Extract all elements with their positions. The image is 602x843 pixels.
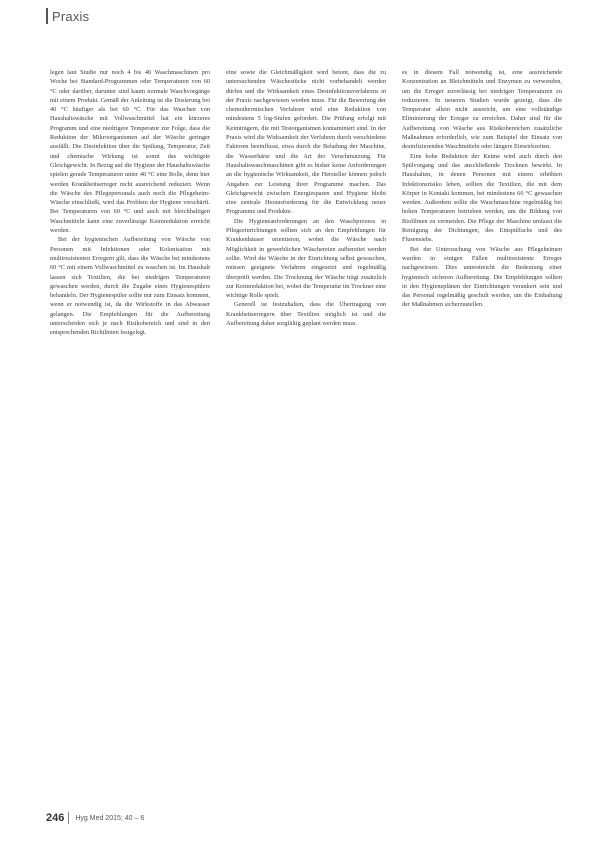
paragraph: Bei der hygienischen Aufbereitung von Wäsche von Personen mit Infektionen oder Kolonisation mit multiresistenten Erregern gilt, dass die Wäsche bei mindestens 60 °C mit einem Vollwaschmittel zu waschen ist. Im Haushalt lassen sich Textilien, die bei niedrigen Temperaturen gewaschen werden, durch die Zugabe eines Hygienespülers behandeln. Der Hygienespüler sollte nur zum Einsatz kommen, wenn er notwendig ist, da die Wirkstoffe in das Abwasser gelangen. Die Empfehlungen für die Aufbereitung unterscheiden sich je nach Risikobereich und sind in den entsprechenden Richtlinien festgelegt. bbox=[50, 236, 210, 337]
text-columns bbox=[50, 68, 562, 808]
journal-citation: Hyg Med 2015; 40 – 6 bbox=[75, 814, 145, 822]
paragraph: es in diesem Fall notwendig ist, eine ausreichende Konzentration an Bleichmitteln und Enzymen zu verwenden, um die Erreger zuverlässig bei niedrigen Temperaturen zu reduzieren. In neueren Studien wurde gezeigt, dass die Temperatur allein nicht ausreicht, um eine vollständige Eliminierung der Erreger zu erreichen. Daher sind für die Aufbereitung von Wäsche aus Risikobereichen zusätzliche Maßnahmen erforderlich, wie zum Beispiel der Einsatz von desinfizierenden Waschmitteln oder längere Einwirkzeiten. bbox=[402, 69, 562, 151]
paragraph: legen laut Studie nur noch 4 bis 40 Waschmaschinen pro Woche bei Standard-Programmen oder Temperaturen von 60 °C oder darüber, darunter sind kaum normale Waschvorgänge mit einem Produkt. Gemäß der Anleitung ist die Dosierung bei 40 °C häufiger als bei 60 °C. Für das Waschen von Haushaltswäsche mit Vollwaschmittel hat ein kürzeres Programm und eine niedrigere Temperatur zur Folge, dass die Reduktion der Mikroorganismen auf der Wäsche geringer ausfällt. Die Desinfektion über die Spülung, Temperatur, Zeit und chemische Wirkung ist somit das wichtigste Gleichgewicht. In Bezug auf die Hygiene der Haushaltswäsche spielen gerade Temperaturen unter 40 °C eine Rolle, denn hier werden Krankheitserreger nicht ausreichend reduziert. Wenn die Wäsche des Pflegepersonals auch noch die Pflegeheim-Wäsche einschließt, wird das Problem der Hygiene verschärft. Bei Temperaturen von 60 °C und auch mit bleichhaltigen Waschmitteln kann eine zuverlässige Keimreduktion erreicht werden. bbox=[50, 69, 210, 235]
section-marker bbox=[46, 8, 48, 24]
page-number: 246 bbox=[46, 812, 69, 824]
page-footer bbox=[46, 812, 144, 824]
paragraph: eine sowie die Gleichmäßigkeit wird betont, dass die zu untersuchenden Wäschestücke nicht vorbehandelt werden dürfen und die Wirksamkeit eines Desinfektionsverfahrens in der Praxis nachgewiesen werden muss. Für die Bewertung der chemothermischen Verfahren wird eine Reduktion von mindestens 5 log-Stufen gefordert. Die Prüfung erfolgt mit Keimträgern, die mit Testorganismen kontaminiert sind. In der Praxis wird die Wirksamkeit der Verfahren durch verschiedene Faktoren beeinflusst, etwa durch die Beladung der Maschine, die Wasserhärte und die Art der Verschmutzung. Für Haushaltswaschmaschinen gibt es bisher keine Anforderungen an die hygienische Wirksamkeit, die Hersteller können jedoch Angaben zur Leistung ihrer Programme machen. Das Gleichgewicht zwischen Energiesparen und Hygiene bleibt eine zentrale Herausforderung für die Entwicklung neuer Programme und Produkte. bbox=[226, 69, 386, 216]
paragraph: Die Hygieneanforderungen an den Waschprozess in Pflegeeinrichtungen sollten sich an den Empfehlungen für Krankenhäuser orientieren, wobei die Wäsche nach Möglichkeit in gewerblichen Wäschereien aufbereitet werden sollte. Wird die Wäsche in der Einrichtung selbst gewaschen, müssen geeignete Verfahren eingesetzt und regelmäßig überprüft werden. Die Trocknung der Wäsche trägt zusätzlich zur Keimreduktion bei, wobei die Temperatur im Trockner eine wichtige Rolle spielt. bbox=[226, 217, 386, 300]
column-2 bbox=[226, 68, 386, 808]
paragraph: Eine hohe Reduktion der Keime wird auch durch den Spülvorgang und das anschließende Trocknen bewirkt. In Haushalten, in denen Personen mit einem erhöhten Infektionsrisiko leben, sollten die Textilien, die mit dem Körper in Kontakt kommen, bei mindestens 60 °C gewaschen werden. Außerdem sollte die Waschmaschine regelmäßig bei hohen Temperaturen betrieben werden, um die Bildung von Biofilmen zu vermeiden. Die Pflege der Maschine umfasst die Reinigung der Dichtungen, des Einspülfachs und des Flusensiebs. bbox=[402, 152, 562, 244]
column-3 bbox=[402, 68, 562, 808]
paragraph: Bei der Untersuchung von Wäsche aus Pflegeheimen wurden in einigen Fällen multiresistente Erreger nachgewiesen. Dies unterstreicht die Bedeutung einer hygienisch sicheren Aufbereitung. Die Empfehlungen sollten in den Hygieneplänen der Einrichtungen verankert sein und das Personal regelmäßig geschult werden, um die Einhaltung der Maßnahmen sicherzustellen. bbox=[402, 245, 562, 309]
section-header bbox=[46, 8, 89, 24]
paragraph: Generell ist festzuhalten, dass die Übertragung von Krankheitserregern über Textilien möglich ist und die Aufbereitung daher sorgfältig geplant werden muss. bbox=[226, 301, 386, 328]
section-label: Praxis bbox=[52, 8, 90, 24]
column-1 bbox=[50, 68, 210, 808]
